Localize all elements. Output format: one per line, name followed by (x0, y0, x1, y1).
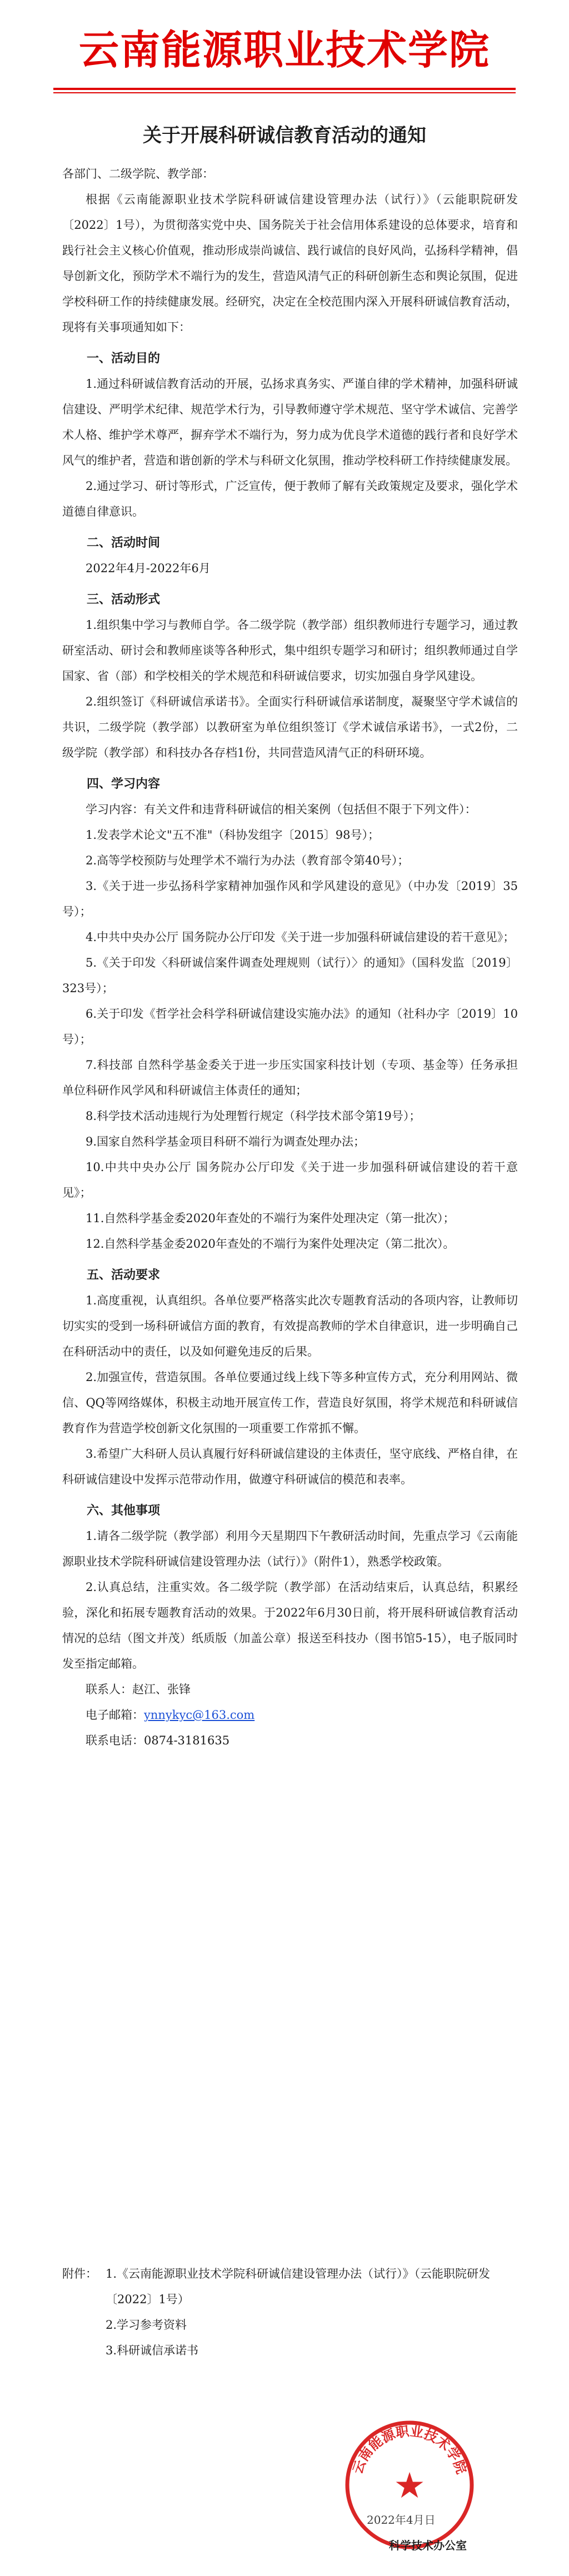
list-item: 9.国家自然科学基金项目科研不端行为调查处理办法； (86, 1135, 366, 1148)
attachments-label: 附件： (62, 2267, 97, 2280)
section-heading-purpose: 一、活动目的 (87, 351, 161, 366)
section-heading-requirements: 五、活动要求 (87, 1268, 161, 1282)
paragraph: 学习内容：有关文件和违背科研诚信的相关案例（包括但不限于下列文件）： (86, 803, 477, 816)
list-item: 5.《关于印发〈科研诚信案件调查处理规则（试行）〉的通知》（国科发监〔2019〕323号）； (62, 956, 518, 995)
list-item: 12.自然科学基金委2020年查处的不端行为案件处理决定（第二批次）。 (86, 1237, 455, 1251)
paragraph: 1.高度重视，认真组织。各单位要严格落实此次专题教育活动的各项内容，让教师切切实实的受到一场科研诚信方面的教育，有效提高教师的学术自律意识，进一步明确自己在科研活动中的责任，以及如何避免违反的后果。 (62, 1294, 518, 1358)
email-label: 电子邮箱： (86, 1708, 144, 1722)
stamp-ring-text: 云南能源职业技术学院 (350, 2423, 470, 2476)
paragraph: 2.通过学习、研讨等形式，广泛宣传，便于教师了解有关政策规定及要求，强化学术道德自律意识。 (62, 479, 518, 518)
paragraph: 1.通过科研诚信教育活动的开展，弘扬求真务实、严谨自律的学术精神，加强科研诚信建设、严明学术纪律、规范学术行为，引导教师遵守学术规范、坚守学术诚信、完善学术人格、维护学术尊严，摒弃学术不端行为，努力成为优良学术道德的践行者和良好学术风气的维护者，营造和谐创新的学术与科研文化氛围，推动学校科研工作持续健康发展。 (62, 377, 518, 467)
email-line (62, 1702, 518, 1728)
salutation: 各部门、二级学院、教学部： (62, 167, 214, 181)
paragraph: 3.希望广大科研人员认真履行好科研诚信建设的主体责任，坚守底线、严格自律，在科研诚信建设中发挥示范带动作用，做遵守科研诚信的模范和表率。 (62, 1447, 518, 1486)
sign-date: 2022年4月日 (367, 2513, 436, 2527)
attachments-block (0, 2261, 569, 2363)
attachment-item: 3.科研诚信承诺书 (106, 2344, 199, 2357)
section-heading-form: 三、活动形式 (87, 592, 161, 607)
paragraph: 2.组织签订《科研诚信承诺书》。全面实行科研诚信承诺制度，凝聚坚守学术诚信的共识，二级学院（教学部）以教研室为单位组织签订《学术诚信承诺书》，一式2份，二级学院（教学部）和科技办各存档1份，共同营造风清气正的科研环境。 (62, 695, 518, 759)
list-item: 8.科学技术活动违规行为处理暂行规定（科学技术部令第19号）； (86, 1109, 421, 1123)
header-red-rule-thin (53, 92, 516, 93)
document-title: 关于开展科研诚信教育活动的通知 (143, 124, 426, 147)
official-seal-stamp (340, 2415, 479, 2554)
contact-label: 联系人： (86, 1683, 132, 1696)
contact-line (62, 1677, 518, 1702)
paragraph: 2.加强宣传，营造氛围。各单位要通过线上线下等多种宣传方式，充分利用网站、微信、QQ等网络媒体，积极主动地开展宣传工作，营造良好氛围，将学术规范和科研诚信教育作为营造学校创新文化氛围的一项重要工作常抓不懈。 (62, 1370, 518, 1435)
paragraph: 2.认真总结，注重实效。各二级学院（教学部）在活动结束后，认真总结，积累经验，深化和拓展专题教育活动的效果。于2022年6月30日前，将开展科研诚信教育活动情况的总结（图文并茂）纸质版（加盖公章）报送至科技办（图书馆5-15），电子版同时发至指定邮箱。 (62, 1580, 518, 1670)
document-body (62, 161, 518, 1753)
list-item: 6.关于印发《哲学社会科学科研诚信建设实施办法》的通知（社科办字〔2019〕10号）； (62, 1007, 518, 1046)
phone-line (62, 1728, 518, 1753)
list-item: 7.科技部 自然科学基金委关于进一步压实国家科技计划（专项、基金等）任务承担单位科研作风学风和科研诚信主体责任的通知； (62, 1058, 518, 1097)
section-heading-time: 二、活动时间 (87, 536, 161, 550)
list-item: 4.中共中央办公厅 国务院办公厅印发《关于进一步加强科研诚信建设的若干意见》； (86, 931, 515, 944)
section-heading-other: 六、其他事项 (87, 1503, 161, 1518)
attachment-item: 2.学习参考资料 (106, 2318, 187, 2332)
section-heading-content: 四、学习内容 (87, 777, 161, 791)
paragraph: 1.组织集中学习与教师自学。各二级学院（教学部）组织教师进行专题学习，通过教研室活动、研讨会和教师座谈等各种形式，集中组织专题学习和研讨；组织教师通过自学国家、省（部）和学校相关的学术规范和科研诚信要求，切实加强自身学风建设。 (62, 618, 518, 683)
list-item: 1.发表学术论文"五不准"（科协发组字〔2015〕98号）； (86, 828, 380, 842)
intro-paragraph: 根据《云南能源职业技术学院科研诚信建设管理办法（试行）》（云能职院研发〔2022〕1号），为贯彻落实党中央、国务院关于社会信用体系建设的总体要求，培育和践行社会主义核心价值观，推动形成崇尚诚信、践行诚信的良好风尚，弘扬科学精神，倡导创新文化，预防学术不端行为的发生，营造风清气正的科研创新生态和舆论氛围，促进学校科研工作的持续健康发展。经研究，决定在全校范围内深入开展科研诚信教育活动，现将有关事项通知如下： (62, 193, 518, 334)
contact-value: 赵江、张锋 (132, 1683, 191, 1696)
paragraph: 1.请各二级学院（教学部）利用今天星期四下午教研活动时间，先重点学习《云南能源职业技术学院科研诚信建设管理办法（试行）》（附件1），熟悉学校政策。 (62, 1529, 518, 1568)
list-item: 11.自然科学基金委2020年查处的不端行为案件处理决定（第一批次）； (86, 1212, 455, 1225)
phone-label: 联系电话： (86, 1734, 144, 1747)
sign-unit: 科学技术办公室 (389, 2539, 467, 2552)
org-title: 云南能源职业技术学院 (78, 27, 490, 73)
list-item: 2.高等学校预防与处理学术不端行为办法（教育部令第40号）； (86, 854, 410, 867)
paragraph: 2022年4月-2022年6月 (86, 562, 211, 575)
list-item: 10.中共中央办公厅 国务院办公厅印发《关于进一步加强科研诚信建设的若干意见》； (62, 1161, 518, 1199)
stamp-star-icon: ★ (393, 2465, 426, 2507)
header-red-rule (53, 88, 516, 90)
phone-value: 0874-3181635 (144, 1734, 230, 1747)
email-link[interactable]: ynnykyc@163.com (144, 1708, 255, 1722)
list-item: 3.《关于进一步弘扬科学家精神加强作风和学风建设的意见》（中办发〔2019〕35号）； (62, 879, 518, 918)
attachment-item: 1.《云南能源职业技术学院科研诚信建设管理办法（试行）》（云能职院研发〔2022〕1号） (106, 2267, 491, 2306)
